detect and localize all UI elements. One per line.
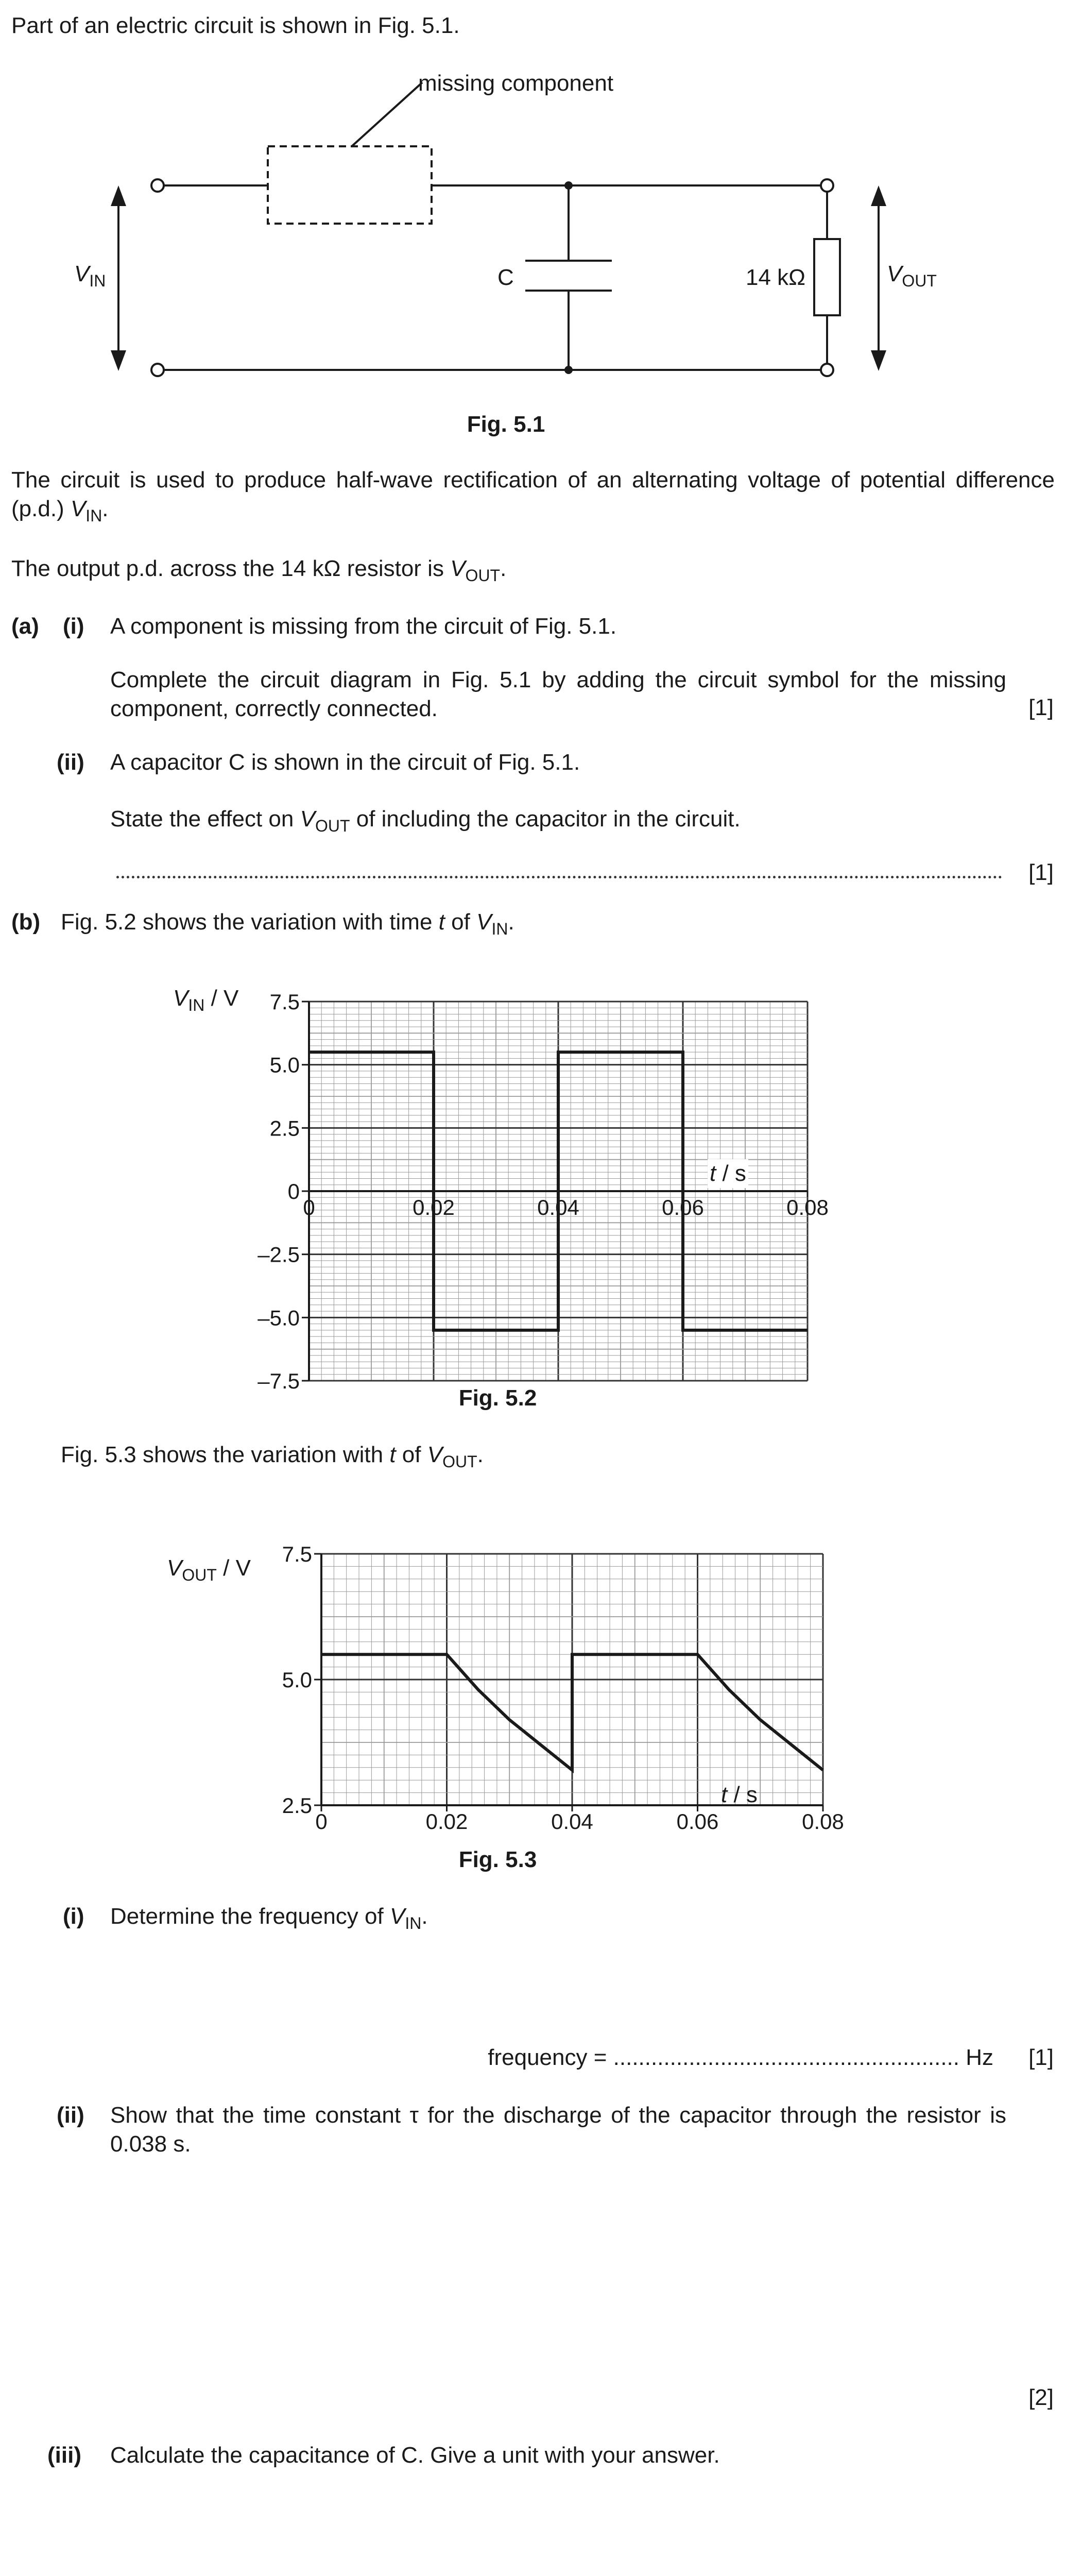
question-b-i-marks: [1] — [1028, 2045, 1054, 2070]
question-a-i-instruction: Complete the circuit diagram in Fig. 5.1 by adding the circuit symbol for the missing component, correctly connected. — [110, 667, 1006, 721]
para-output: The output p.d. across the 14 kΩ resistor is $V_{OUT}$. — [11, 556, 507, 585]
question-a-ii-label: (ii) — [57, 750, 84, 775]
y-tick-label: 5.0 — [282, 1668, 312, 1692]
question-b-iii-text: Calculate the capacitance of C. Give a unit with your answer. — [110, 2443, 720, 2468]
frequency-answer-line[interactable]: frequency = ....................................................... Hz — [488, 2045, 993, 2070]
v-out-label: $V_{OUT}$ — [887, 261, 937, 290]
question-b-ii-text: Show that the time constant τ for the discharge of the capacitor through the resistor is 0.038 s. — [110, 2103, 1006, 2157]
x-tick-label: 0.06 — [662, 1195, 704, 1219]
y-tick-label: –5.0 — [257, 1306, 300, 1330]
chart-5-2-ylabel: $V_{IN}$ / V — [173, 986, 239, 1014]
y-tick-label: –7.5 — [257, 1369, 300, 1393]
question-b-label: (b) — [11, 909, 41, 935]
question-b-ii-marks: [2] — [1028, 2385, 1054, 2410]
y-tick-label: –2.5 — [257, 1242, 300, 1267]
fig-5-3-intro: Fig. 5.3 shows the variation with t of $V_{OUT}$. — [61, 1442, 484, 1471]
missing-component-label: missing component — [418, 71, 614, 96]
question-a-i-text: A component is missing from the circuit of Fig. 5.1. — [110, 614, 617, 639]
question-a-ii-state: State the effect on $V_{OUT}$ of including the capacitor in the circuit. — [110, 806, 741, 835]
y-tick-label: 7.5 — [282, 1542, 312, 1566]
y-tick-label: 5.0 — [269, 1053, 300, 1077]
x-tick-label: 0.06 — [676, 1809, 719, 1834]
y-tick-label: 0 — [287, 1179, 300, 1204]
x-tick-label: 0 — [315, 1809, 328, 1834]
capacitor-label: C — [497, 265, 514, 290]
answer-line-a-ii[interactable] — [116, 876, 1002, 878]
circuit-diagram-fig-5-1 — [0, 0, 1082, 402]
missing-component-box — [268, 146, 432, 224]
intro-text: Part of an electric circuit is shown in Fig. 5.1. — [11, 13, 460, 38]
question-a-i-marks: [1] — [1028, 695, 1054, 720]
y-tick-label: 2.5 — [282, 1793, 312, 1818]
x-tick-label: 0 — [303, 1195, 315, 1219]
x-tick-label: 0.02 — [425, 1809, 468, 1834]
x-tick-label: 0.02 — [413, 1195, 455, 1219]
question-b-text: Fig. 5.2 shows the variation with time t of $V_{IN}$. — [61, 909, 514, 938]
question-a-label: (a) — [11, 614, 39, 639]
chart-5-3-ylabel: $V_{OUT}$ / V — [167, 1555, 251, 1584]
chart-5-2-xlabel: t / s — [708, 1159, 748, 1188]
fig-5-1-caption: Fig. 5.1 — [467, 412, 545, 437]
resistor-label: 14 kΩ — [746, 265, 806, 290]
question-a-ii-text: A capacitor C is shown in the circuit of Fig. 5.1. — [110, 750, 580, 775]
y-tick-label: 7.5 — [269, 990, 300, 1014]
question-b-ii-label: (ii) — [57, 2103, 84, 2128]
question-a-ii-marks: [1] — [1028, 860, 1054, 885]
para-rectification: The circuit is used to produce half-wave rectification of an alternating voltage of potential difference (p.d.) $V_{IN}$. — [11, 467, 1055, 525]
output-terminal-bottom — [821, 364, 833, 376]
question-a-i-label: (i) — [63, 614, 84, 639]
v-in-label: $V_{IN}$ — [74, 261, 106, 290]
chart-5-3-xlabel: t / s — [721, 1782, 758, 1807]
question-b-i-label: (i) — [63, 1904, 84, 1929]
x-tick-label: 0.08 — [802, 1809, 844, 1834]
fig-5-3-caption: Fig. 5.3 — [458, 1847, 537, 1872]
input-terminal-top — [151, 179, 164, 192]
resistor-symbol — [814, 239, 840, 315]
x-tick-label: 0.04 — [551, 1809, 593, 1834]
x-tick-label: 0.08 — [786, 1195, 829, 1219]
output-terminal-top — [821, 179, 833, 192]
question-b-iii-label: (iii) — [47, 2443, 81, 2468]
input-terminal-bottom — [151, 364, 164, 376]
x-tick-label: 0.04 — [537, 1195, 579, 1219]
fig-5-2-caption: Fig. 5.2 — [458, 1385, 537, 1411]
y-tick-label: 2.5 — [269, 1116, 300, 1141]
question-b-i-text: Determine the frequency of $V_{IN}$. — [110, 1904, 428, 1933]
